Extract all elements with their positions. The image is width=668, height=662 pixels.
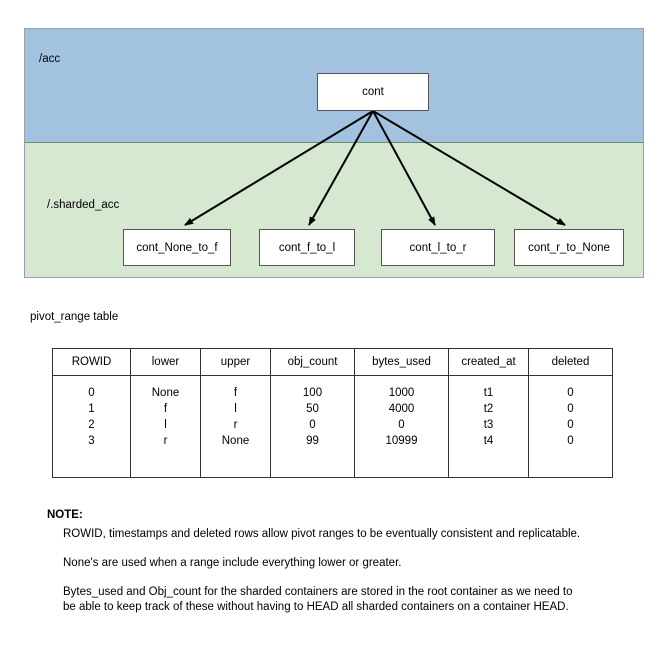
column-header-deleted: deleted	[529, 349, 613, 376]
note-paragraph-1: ROWID, timestamps and deleted rows allow pivot ranges to be eventually consistent and replicatable.	[63, 528, 581, 540]
note-paragraph-3: Bytes_used and Obj_count for the sharded containers are stored in the root container as we need to be able to keep track of these without having to HEAD all sharded containers on a container HEAD.	[63, 586, 573, 613]
cell-bytes-used: 1000	[355, 376, 449, 402]
cell-rowid: 3	[53, 433, 131, 478]
column-header-lower: lower	[131, 349, 201, 376]
column-header-bytes-used: bytes_used	[355, 349, 449, 376]
note-paragraph-2: None's are used when a range include everything lower or greater.	[63, 557, 402, 569]
cell-rowid: 0	[53, 376, 131, 402]
pivot-range-table	[52, 348, 612, 478]
column-header-rowid: ROWID	[53, 349, 131, 376]
cell-obj-count: 99	[271, 433, 355, 478]
node-shard-l-to-r[interactable]: cont_l_to_r	[381, 229, 495, 266]
cell-created-at: t2	[449, 401, 529, 417]
table-row	[53, 401, 613, 417]
table-row	[53, 417, 613, 433]
cell-lower: f	[131, 401, 201, 417]
node-shard-f-to-l[interactable]: cont_f_to_l	[259, 229, 355, 266]
pivot-range-table-caption: pivot_range table	[30, 311, 119, 323]
column-header-obj-count: obj_count	[271, 349, 355, 376]
cell-deleted: 0	[529, 376, 613, 402]
cell-upper: r	[201, 417, 271, 433]
cell-lower: None	[131, 376, 201, 402]
notes-title: NOTE:	[47, 509, 83, 521]
cell-bytes-used: 4000	[355, 401, 449, 417]
cell-rowid: 2	[53, 417, 131, 433]
cell-bytes-used: 10999	[355, 433, 449, 478]
cell-rowid: 1	[53, 401, 131, 417]
cell-created-at: t4	[449, 433, 529, 478]
cell-upper: l	[201, 401, 271, 417]
cell-obj-count: 50	[271, 401, 355, 417]
cell-upper: None	[201, 433, 271, 478]
cell-deleted: 0	[529, 433, 613, 478]
cell-deleted: 0	[529, 401, 613, 417]
cell-created-at: t1	[449, 376, 529, 402]
cell-upper: f	[201, 376, 271, 402]
node-shard-none-to-f[interactable]: cont_None_to_f	[123, 229, 231, 266]
acc-region-label: /acc	[39, 53, 61, 65]
cell-obj-count: 100	[271, 376, 355, 402]
cell-bytes-used: 0	[355, 417, 449, 433]
sharded-acc-region-label: /.sharded_acc	[47, 199, 120, 211]
table-header-row	[53, 349, 613, 376]
cell-created-at: t3	[449, 417, 529, 433]
cell-lower: l	[131, 417, 201, 433]
sharding-diagram	[24, 28, 644, 278]
notes-section	[47, 508, 627, 615]
node-root-container[interactable]: cont	[317, 73, 429, 111]
cell-deleted: 0	[529, 417, 613, 433]
column-header-created-at: created_at	[449, 349, 529, 376]
cell-lower: r	[131, 433, 201, 478]
table-row	[53, 433, 613, 478]
cell-obj-count: 0	[271, 417, 355, 433]
node-shard-r-to-none[interactable]: cont_r_to_None	[514, 229, 624, 266]
table-row	[53, 376, 613, 402]
column-header-upper: upper	[201, 349, 271, 376]
